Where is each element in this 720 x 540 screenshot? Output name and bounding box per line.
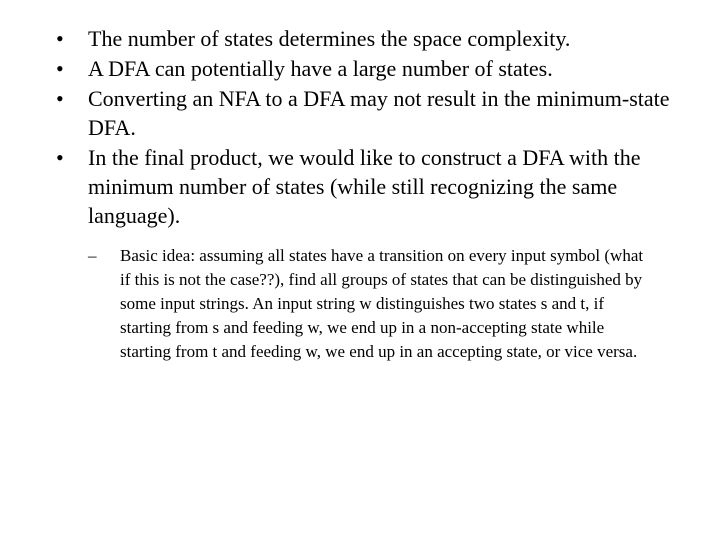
bullet-list bbox=[56, 24, 676, 365]
bullet-marker: • bbox=[56, 26, 64, 51]
sub-bullet-marker: – bbox=[88, 246, 97, 265]
bullet-text: A DFA can potentially have a large number of states. bbox=[88, 56, 553, 81]
bullet-item bbox=[56, 54, 676, 83]
bullet-item bbox=[56, 143, 676, 364]
sub-bullet-item bbox=[88, 244, 646, 364]
sub-bullet-list bbox=[88, 244, 676, 364]
bullet-item bbox=[56, 24, 676, 53]
bullet-marker: • bbox=[56, 145, 64, 170]
bullet-item bbox=[56, 84, 676, 142]
bullet-marker: • bbox=[56, 56, 64, 81]
bullet-text: Converting an NFA to a DFA may not result in the minimum-state DFA. bbox=[88, 86, 670, 140]
sub-bullet-text: Basic idea: assuming all states have a transition on every input symbol (what if this is not the case??), find all groups of states that can be distinguished by some input strings. An input string w distinguishes two states s and t, if starting from s and feeding w, we end up in a non-accepting state while starting from t and feeding w, we end up in an accepting state, or vice versa. bbox=[120, 246, 644, 361]
bullet-text: In the final product, we would like to construct a DFA with the minimum number of states (while still recognizing the same language). bbox=[88, 145, 641, 228]
bullet-marker: • bbox=[56, 86, 64, 111]
bullet-text: The number of states determines the space complexity. bbox=[88, 26, 571, 51]
